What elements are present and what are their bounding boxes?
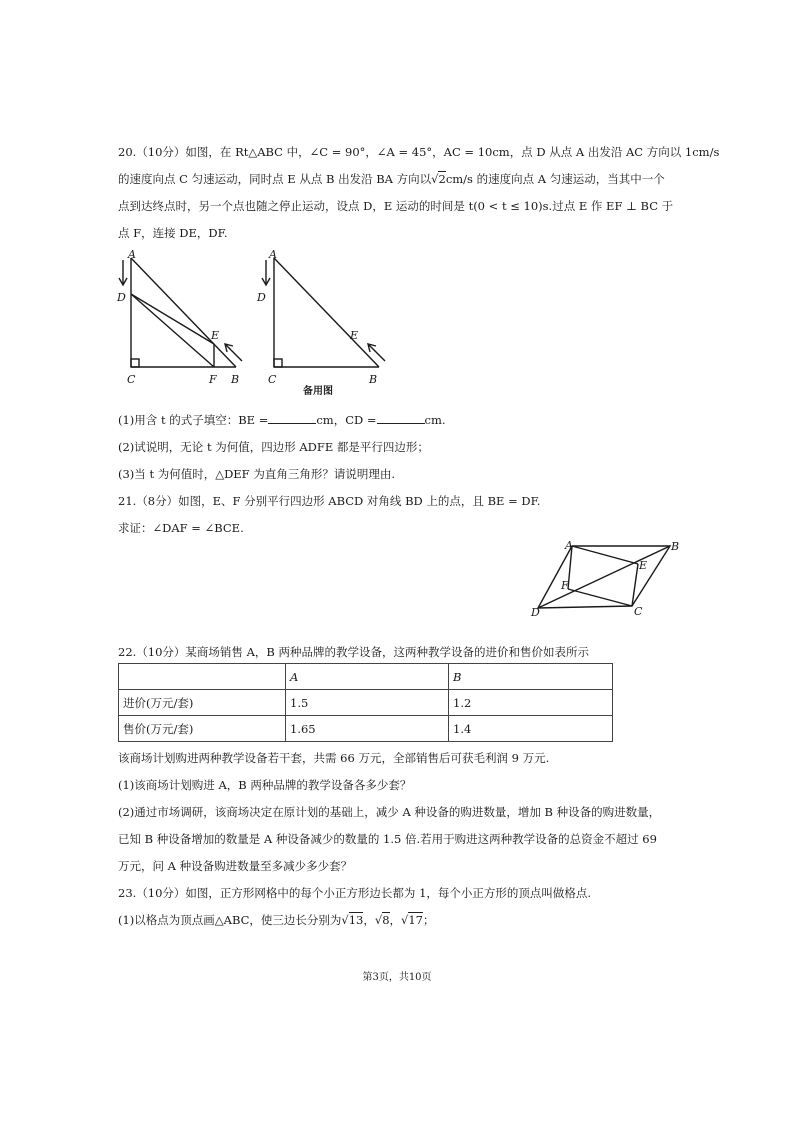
fig3-label-b: B (671, 540, 680, 553)
fig2-label-d: D (257, 291, 266, 304)
fig2-right-angle (274, 359, 282, 367)
fig1-right-angle (131, 359, 139, 367)
q20-figure-2 (253, 248, 393, 400)
q22-part2-line1: (2)通过市场调研，该商场决定在原计划的基础上，减少 A 种设备的购进数量，增加 B 种设备的购进数量， (118, 805, 661, 819)
q22-line2: 该商场计划购进两种教学设备若干套，共需 66 万元，全部销售后可获毛利润 9 万元. (118, 751, 550, 765)
q23-sqrt-8: 8 (382, 913, 390, 927)
table-cell: 1.4 (449, 716, 613, 742)
table-cell: 售价(万元/套) (119, 716, 286, 742)
q20-line2-sqrt: 2 (438, 172, 446, 186)
table-header-cell: A (286, 664, 449, 690)
q20-part1 (118, 412, 446, 428)
table-header-cell: B (449, 664, 613, 690)
table-row (119, 716, 613, 742)
q20-part3: (3)当 t 为何值时，△DEF 为直角三角形？请说明理由. (118, 467, 395, 481)
q20-line1-text: （10分）如图，在 Rt△ABC 中，∠C = 90°，∠A = 45°，AC = 10cm，点 D 从点 A 出发沿 AC 方向以 1cm/s (136, 145, 720, 159)
be-blank[interactable] (268, 413, 316, 424)
fig2-caption: 备用图 (303, 386, 333, 397)
q20-line2-b: cm/s 的速度向点 A 匀速运动，当其中一个 (445, 172, 665, 186)
fig1-label-a: A (128, 248, 136, 261)
table-cell: 进价(万元/套) (119, 690, 286, 716)
fig1-label-c: C (127, 373, 136, 386)
fig3-label-d: D (531, 606, 540, 619)
fig2-side-ab (274, 258, 379, 367)
q22-line1: 22.（10分）某商场销售 A，B 两种品牌的教学设备，这两种教学设备的进价和售价如表所示 (118, 645, 589, 659)
fig2-label-a: A (269, 248, 277, 261)
q23-sqrt-17: 17 (408, 913, 423, 927)
table-cell: 1.2 (449, 690, 613, 716)
page-footer: 第3页，共10页 (362, 972, 432, 983)
table-header-cell (119, 664, 286, 690)
q20-part1-a: (1)用含 t 的式子填空：BE = (118, 413, 269, 427)
q23-line1: 23.（10分）如图，正方形网格中的每个小正方形边长都为 1，每个小正方形的顶点叫做格点. (118, 886, 592, 900)
fig1-side-ab (131, 258, 236, 367)
q22-part2-line3: 万元，问 A 种设备购进数量至多减少多少套？ (118, 859, 353, 873)
q20-part1-c: cm. (424, 413, 446, 427)
table-row (119, 690, 613, 716)
fig3-label-a: A (565, 539, 573, 552)
fig3-segment-ce (632, 564, 638, 606)
fig1-label-e: E (211, 329, 220, 342)
q20-line2: 的速度向点 C 匀速运动，同时点 E 从点 B 出发沿 BA 方向以√2cm/s 的速度向点 A 匀速运动，当其中一个 (118, 172, 665, 186)
q22-part2-line2: 已知 B 种设备增加的数量是 A 种设备减少的数量的 1.5 倍.若用于购进这两种教学设备的总资金不超过 69 (118, 832, 657, 846)
q20-number: 20. (118, 145, 137, 159)
fig3-segment-cf (568, 589, 632, 606)
q23-part1-a: (1)以格点为顶点画△ABC，使三边长分别为 (118, 913, 342, 927)
q23-sep: ， (363, 913, 375, 927)
q23-part1-end: ； (423, 913, 435, 927)
fig1-label-d: D (117, 291, 126, 304)
fig2-label-b: B (369, 373, 378, 386)
fig2-label-e: E (350, 329, 359, 342)
price-table (118, 663, 613, 742)
fig3-label-f: F (561, 579, 569, 592)
q21-figure (528, 536, 688, 622)
cd-blank[interactable] (377, 413, 425, 424)
fig3-segment-ae (572, 546, 638, 564)
fig3-label-c: C (634, 605, 643, 618)
table-cell: 1.65 (286, 716, 449, 742)
table-cell: 1.5 (286, 690, 449, 716)
fig1-label-f: F (209, 373, 217, 386)
q20-line3: 点到达终点时，另一个点也随之停止运动，设点 D，E 运动的时间是 t(0 < t ≤ 10)s.过点 E 作 EF ⊥ BC 于 (118, 199, 674, 213)
q20-part1-b: cm，CD = (316, 413, 377, 427)
fig1-label-b: B (231, 373, 240, 386)
q23-part1: (1)以格点为顶点画△ABC，使三边长分别为√13，√8，√17； (118, 913, 435, 927)
fig2-label-c: C (268, 373, 277, 386)
q20-part2: (2)试说明，无论 t 为何值，四边形 ADFE 都是平行四边形； (118, 440, 429, 454)
q21-line2: 求证：∠DAF = ∠BCE. (118, 521, 244, 535)
q21-line1: 21.（8分）如图，E、F 分别平行四边形 ABCD 对角线 BD 上的点，且 BE = DF. (118, 494, 541, 508)
q20-figure-1 (110, 248, 250, 390)
q23-sqrt-13: 13 (348, 913, 364, 927)
q23-sep: ， (389, 913, 402, 927)
q22-part1: (1)该商场计划购进 A，B 两种品牌的教学设备各多少套？ (118, 778, 412, 792)
q20-line4: 点 F，连接 DE，DF. (118, 226, 228, 240)
fig3-label-e: E (639, 559, 648, 572)
q20-line2-a: 的速度向点 C 匀速运动，同时点 E 从点 B 出发沿 BA 方向以 (118, 172, 432, 186)
q20-line1 (118, 144, 719, 160)
table-header-row (119, 664, 613, 690)
